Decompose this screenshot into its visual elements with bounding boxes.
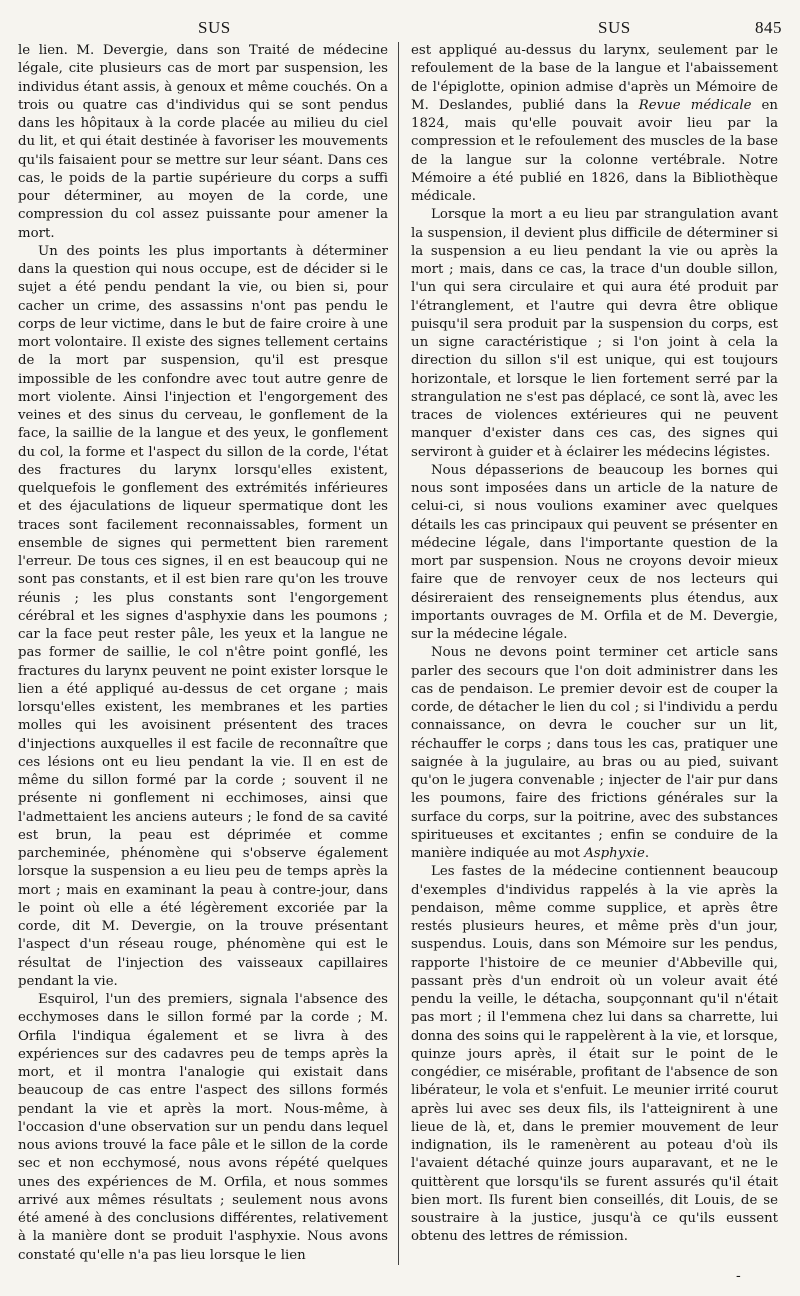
footer-mark: - — [736, 1268, 741, 1284]
running-head-left: SUS — [198, 18, 231, 37]
paragraph: Nous dépasserions de beaucoup les bornes qui nous sont imposées dans un article de la nature de celui-ci, si nous voulions examiner avec quelques détails les cas principaux qui peuvent se présenter en médecine légale, dans l'importante question de la mort par suspension. Nous ne croyons devoir mieux faire que de renvoyer ceux de nos lecteurs qui désireraient des renseignements plus étendus, aux importants ouvrages de M. Orfila et de M. Devergie, sur la médecine légale. — [411, 462, 778, 642]
paragraph: Nous ne devons point terminer cet article sans parler des secours que l'on doit administrer dans les cas de pendaison. Le premier devoir est de couper la corde, de détacher le lien du col ; si l'individu a perdu connaissance, on devra le coucher sur un lit, réchauffer le corps ; dans tous les cas, pratiquer une saignée à la jugulaire, au bras ou au pied, suivant qu'on le jugera convenable ; injecter de l'air pur dans les poumons, faire des frictions générales sur la surface du corps, sur la poitrine, avec des substances spiritueuses et excitantes ; enfin se conduire de la manière indiquée au mot Asphyxie. — [411, 645, 778, 861]
paragraph: Un des points les plus importants à déterminer dans la question qui nous occupe, est de décider si le sujet a été pendu pendant la vie, ou bien si, pour cacher un crime, des assassins n'ont pas pendu le corps de leur victime, dans le but de faire croire à une mort volontaire. Il existe des signes tellement certains de la mort par suspension, qu'il est presque impossible de les confondre avec tout autre genre de mort violente. Ainsi l'injection et l'engorgement des veines et des sinus du cerveau, le gonflement de la face, la saillie de la langue et des yeux, le gonflement du col, la forme et l'aspect du sillon de la corde, l'état des fractures du larynx lorsqu'elles existent, quelquefois le gonflement des extrémités inférieures et des éjaculations de liqueur spermatique dont les traces sont facilement reconnaissables, forment un ensemble de signes qui permettent bien rarement l'erreur. De tous ces signes, il en est beaucoup qui ne sont pas constants, et il est bien rare qu'on les trouve réunis ; les plus constants sont l'engorgement cérébral et les signes d'asphyxie dans les poumons ; car la face peut rester pâle, les yeux et la langue ne pas former de saillie, le col n'être point gonflé, les fractures du larynx peuvent ne point exister lorsque le lien a été appliqué au-dessus de cet organe ; mais lorsqu'elles existent, les membranes et les parties molles qui les avoisinent présentent des traces d'injections auxquelles il est facile de reconnaître que ces lésions ont eu lieu pendant la vie. Il en est de même du sillon formé par la corde ; souvent il ne présente ni gonflement ni ecchimoses, ainsi que l'admettaient les anciens auteurs ; le fond de sa cavité est brun, la peau est déprimée et comme parcheminée, phénomène qui s'observe également lorsque la suspension a eu lieu peu de temps après la mort ; mais en examinant la peau à contre-jour, dans le point où elle a été légèrement excoriée par la corde, dit M. Devergie, on la trouve présentant l'aspect d'un réseau rouge, phénomène qui est le résultat de l'injection des vaisseaux capillaires pendant la vie. — [18, 243, 388, 989]
paragraph: Esquirol, l'un des premiers, signala l'absence des ecchymoses dans le sillon formé par la corde ; M. Orfila l'indiqua également et se livra à des expériences sur des cadavres peu de temps après la mort, et il montra l'analogie qui existait dans beaucoup de cas entre l'aspect des sillons formés pendant la vie et après la mort. Nous-même, à l'occasion d'une observation sur un pendu dans lequel nous avions trouvé la face pâle et le sillon de la corde sec et non ecchymosé, nous avons répété quelques unes des expériences de M. Orfila, et nous sommes arrivé aux mêmes résultats ; seulement nous avons été amené à des conclusions différentes, relativement à la manière dont se produit l'asphyxie. Nous avons constaté qu'elle n'a pas lieu lorsque le lien — [18, 992, 388, 1263]
running-head — [18, 14, 786, 42]
right-column — [398, 42, 778, 1265]
text-columns — [18, 42, 786, 1265]
paragraph: Les fastes de la médecine contiennent beaucoup d'exemples d'individus rappelés à la vie après la pendaison, même comme supplice, et après être restés plusieurs heures, et même près d'un jour, suspendus. Louis, dans son Mémoire sur les pendus, rapporte l'histoire de ce meunier d'Abbeville qui, passant près d'un endroit où un voleur avait été pendu la veille, le détacha, soupçonnant qu'il n'était pas mort ; il l'emmena chez lui dans sa charrette, lui donna des soins qui le rappelèrent à la vie, et lorsque, quinze jours après, il était sur le point de le congédier, ce misérable, profitant de l'absence de son libérateur, le vola et s'enfuit. Le meunier irrité courut après lui avec ses deux fils, ils l'atteignirent à une lieue de là, et, dans le premier mouvement de leur indignation, ils le ramenèrent au poteau d'où ils l'avaient détaché quinze jours auparavant, et ne le quittèrent que lorsqu'ils se furent assurés qu'il était bien mort. Ils furent bien conseillés, dit Louis, de se soustraire à la justice, jusqu'à ce qu'ils eussent obtenu des lettres de rémission. — [411, 864, 778, 1245]
paragraph: le lien. M. Devergie, dans son Traité de médecine légale, cite plusieurs cas de mort par suspension, les individus étant assis, à genoux et même couchés. On a trois ou quatre cas d'individus qui se sont pendus dans les hôpitaux à la corde placée au milieu du ciel du lit, et qui était destinée à favoriser les mouvements qu'ils faisaient pour se mettre sur leur séant. Dans ces cas, le poids de la partie supérieure du corps a suffi pour déterminer, au moyen de la corde, une compression du col assez puissante pour amener la mort. — [18, 43, 388, 241]
page-number: 845 — [755, 18, 782, 37]
paragraph: est appliqué au-dessus du larynx, seulement par le refoulement de la base de la langue et l'abaissement de l'épiglotte, opinion admise d'après un Mémoire de M. Deslandes, publié dans la Revue médicale en 1824, mais qu'elle pouvait avoir lieu par la compression et le refoulement des muscles de la base de la langue sur la colonne vertébrale. Notre Mémoire a été publié en 1826, dans la Bibliothèque médicale. — [411, 43, 778, 204]
paragraph: Lorsque la mort a eu lieu par strangulation avant la suspension, il devient plus difficile de déterminer si la suspension a eu lieu pendant la vie ou après la mort ; mais, dans ce cas, la trace d'un double sillon, l'un qui sera circulaire et qui aura été produit par l'étranglement, et l'autre qui devra être oblique puisqu'il sera produit par la suspension du corps, est un signe caractéristique ; si l'on joint à cela la direction du sillon s'il est unique, qui est toujours horizontale, et lorsque le lien fortement serré par la strangulation ne s'est pas déplacé, ce sont là, avec les traces de violences extérieures qui ne peuvent manquer d'exister dans ces cas, des signes qui serviront à guider et à éclairer les médecins légistes. — [411, 207, 778, 460]
left-column — [18, 42, 398, 1265]
running-head-right: SUS — [598, 18, 631, 37]
